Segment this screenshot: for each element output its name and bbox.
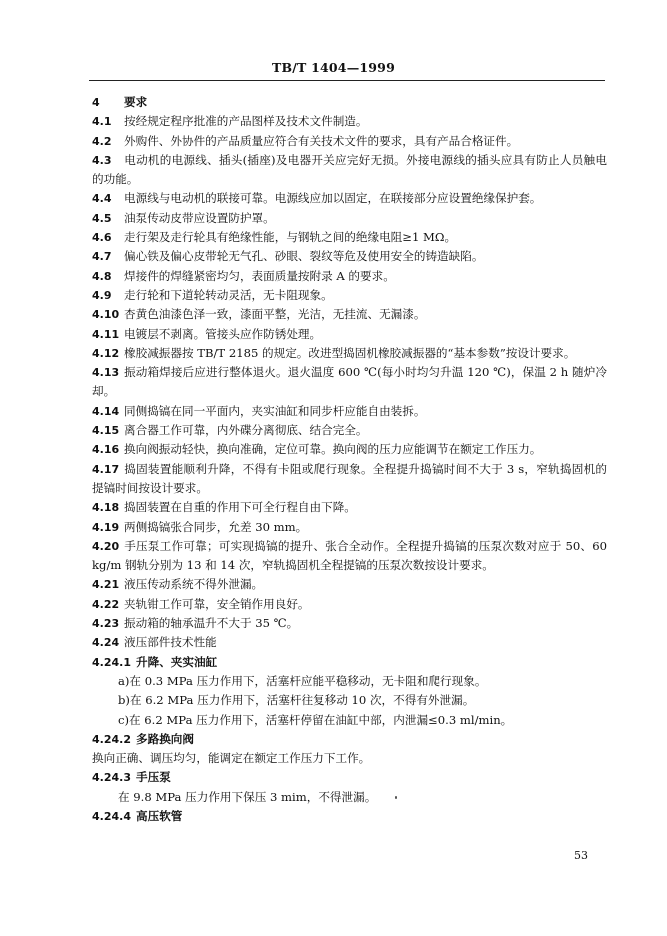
section-title: 要求	[124, 95, 148, 109]
clause-text: 捣固装置能顺利升降，不得有卡阻或爬行现象。全程提升捣镐时间不大于 3 s，窄轨捣固机的提镐时间按设计要求。	[92, 461, 607, 495]
clause-4-4	[92, 189, 607, 208]
clause-text: 外购件、外协件的产品质量应符合有关技术文件的要求，具有产品合格证件。	[124, 133, 519, 148]
clause-number: 4.4	[92, 192, 112, 206]
subclause-4-24-1	[92, 653, 607, 672]
clause-text: 橡胶减振器按 TB/T 2185 的规定。改进型捣固机橡胶减振器的“基本参数”按设计要求。	[124, 345, 576, 360]
clause-text: 电源线与电动机的联接可靠。电源线应加以固定，在联接部分应设置绝缘保护套。	[124, 191, 542, 206]
clause-text: 电动机的电源线、插头(插座)及电器开关应完好无损。外接电源线的插头应具有防止人员触电的功能。	[92, 152, 607, 187]
subclause-text: 换向正确、调压均匀，能调定在额定工作压力下工作。	[92, 751, 371, 766]
subclause-number: 4.24.2	[92, 732, 131, 746]
clause-4-6	[92, 228, 607, 247]
section-heading	[92, 93, 607, 112]
scan-speck	[395, 796, 397, 799]
clause-number: 4.14	[92, 404, 120, 418]
subclause-title: 升降、夹实油缸	[136, 654, 218, 669]
subclause-item-c: c)在 6.2 MPa 压力作用下，活塞杆停留在油缸中部，内泄漏≤0.3 ml/min。	[118, 712, 513, 727]
clause-number: 4.18	[92, 501, 120, 515]
clause-4-14	[92, 402, 607, 421]
clause-number: 4.21	[92, 578, 120, 592]
clause-4-15	[92, 421, 607, 440]
clause-4-22	[92, 595, 607, 614]
clause-4-9	[92, 286, 607, 305]
clause-text: 液压部件技术性能	[124, 635, 217, 650]
clause-4-19	[92, 518, 607, 537]
clause-number: 4.19	[92, 520, 120, 534]
clause-text: 同侧捣镐在同一平面内，夹实油缸和同步杆应能自由装拆。	[124, 403, 426, 418]
subclause-title: 多路换向阀	[136, 731, 194, 746]
clause-number: 4.22	[92, 597, 120, 611]
clause-number: 4.2	[92, 134, 112, 148]
clause-number: 4.3	[92, 153, 112, 167]
clause-text: 电镀层不剥离。管接头应作防锈处理。	[124, 326, 322, 341]
clause-number: 4.5	[92, 211, 112, 225]
document-body	[92, 93, 607, 826]
clause-text: 焊接件的焊缝紧密均匀，表面质量按附录 A 的要求。	[124, 268, 395, 283]
clause-number: 4.23	[92, 617, 120, 631]
subclause-title: 手压泵	[136, 770, 171, 785]
clause-4-11	[92, 325, 607, 344]
clause-number: 4.16	[92, 443, 120, 457]
clause-4-2	[92, 132, 607, 151]
clause-text: 按经规定程序批准的产品图样及技术文件制造。	[124, 114, 368, 129]
subclause-text: 在 9.8 MPa 压力作用下保压 3 mim，不得泄漏。	[118, 789, 377, 804]
clause-4-10	[92, 305, 607, 324]
clause-text: 捣固装置在自重的作用下可全行程自由下降。	[124, 500, 356, 515]
clause-4-3	[92, 151, 607, 190]
clause-4-18	[92, 498, 607, 517]
document-header: TB/T 1404—1999	[272, 60, 395, 75]
header-divider	[89, 80, 605, 81]
clause-text: 走行轮和下道轮转动灵活，无卡阻现象。	[124, 287, 333, 302]
clause-text: 换向阀振动轻快，换向准确，定位可靠。换向阀的压力应能调节在额定工作压力。	[124, 442, 542, 457]
subclause-number: 4.24.1	[92, 655, 131, 669]
clause-number: 4.10	[92, 308, 120, 322]
subclause-number: 4.24.3	[92, 771, 131, 785]
subclause-number: 4.24.4	[92, 809, 131, 823]
clause-text: 手压泵工作可靠；可实现捣镐的提升、张合全动作。全程提升捣镐的压泵次数对应于 50、60 kg/m 钢轨分别为 13 和 14 次，窄轨捣固机全程提镐的压泵次数按设计要求。	[92, 538, 607, 573]
subclause-4-24-2	[92, 730, 607, 749]
subclause-4-24-3	[92, 768, 607, 787]
clause-4-7	[92, 247, 607, 266]
clause-4-13	[92, 363, 607, 402]
clause-text: 偏心铁及偏心皮带轮无气孔、砂眼、裂纹等危及使用安全的铸造缺陷。	[124, 249, 484, 264]
clause-text: 杏黄色油漆色泽一致，漆面平整，光洁，无挂流、无漏漆。	[124, 307, 426, 322]
subclause-title: 高压软管	[136, 808, 183, 823]
clause-text: 两侧捣镐张合同步，允差 30 mm。	[124, 519, 308, 534]
section-number: 4	[92, 96, 100, 109]
clause-4-20	[92, 537, 607, 576]
clause-number: 4.12	[92, 346, 120, 360]
subclause-item-b: b)在 6.2 MPa 压力作用下，活塞杆往复移动 10 次，不得有外泄漏。	[118, 693, 475, 708]
clause-number: 4.11	[92, 327, 120, 341]
clause-4-21	[92, 575, 607, 594]
clause-4-8	[92, 267, 607, 286]
clause-text: 走行架及走行轮具有绝缘性能，与钢轨之间的绝缘电阻≥1 MΩ。	[124, 230, 457, 245]
clause-text: 夹轨钳工作可靠，安全销作用良好。	[124, 596, 310, 611]
clause-number: 4.20	[92, 539, 120, 553]
clause-number: 4.7	[92, 250, 112, 264]
clause-4-16	[92, 440, 607, 459]
clause-4-12	[92, 344, 607, 363]
clause-4-23	[92, 614, 607, 633]
clause-number: 4.6	[92, 231, 112, 245]
clause-text: 振动箱的轴承温升不大于 35 ℃。	[124, 616, 299, 631]
clause-number: 4.1	[92, 115, 112, 129]
clause-text: 油泵传动皮带应设置防护罩。	[124, 210, 275, 225]
clause-number: 4.8	[92, 269, 112, 283]
clause-4-1	[92, 112, 607, 131]
clause-number: 4.9	[92, 288, 112, 302]
clause-number: 4.15	[92, 424, 120, 438]
clause-4-5	[92, 209, 607, 228]
subclause-item-a: a)在 0.3 MPa 压力作用下，活塞杆应能平稳移动，无卡阻和爬行现象。	[118, 673, 487, 688]
clause-number: 4.17	[92, 462, 120, 476]
subclause-4-24-4	[92, 807, 607, 826]
clause-4-17	[92, 460, 607, 499]
clause-number: 4.13	[92, 366, 120, 380]
clause-4-24	[92, 633, 607, 652]
page-number: 53	[574, 849, 588, 862]
clause-text: 液压传动系统不得外泄漏。	[124, 577, 264, 592]
clause-text: 离合器工作可靠，内外碟分离彻底、结合完全。	[124, 423, 368, 438]
clause-number: 4.24	[92, 636, 120, 650]
clause-text: 振动箱焊接后应进行整体退火。退火温度 600 ℃(每小时均匀升温 120 ℃)，保温 2 h 随炉冷却。	[92, 365, 607, 399]
